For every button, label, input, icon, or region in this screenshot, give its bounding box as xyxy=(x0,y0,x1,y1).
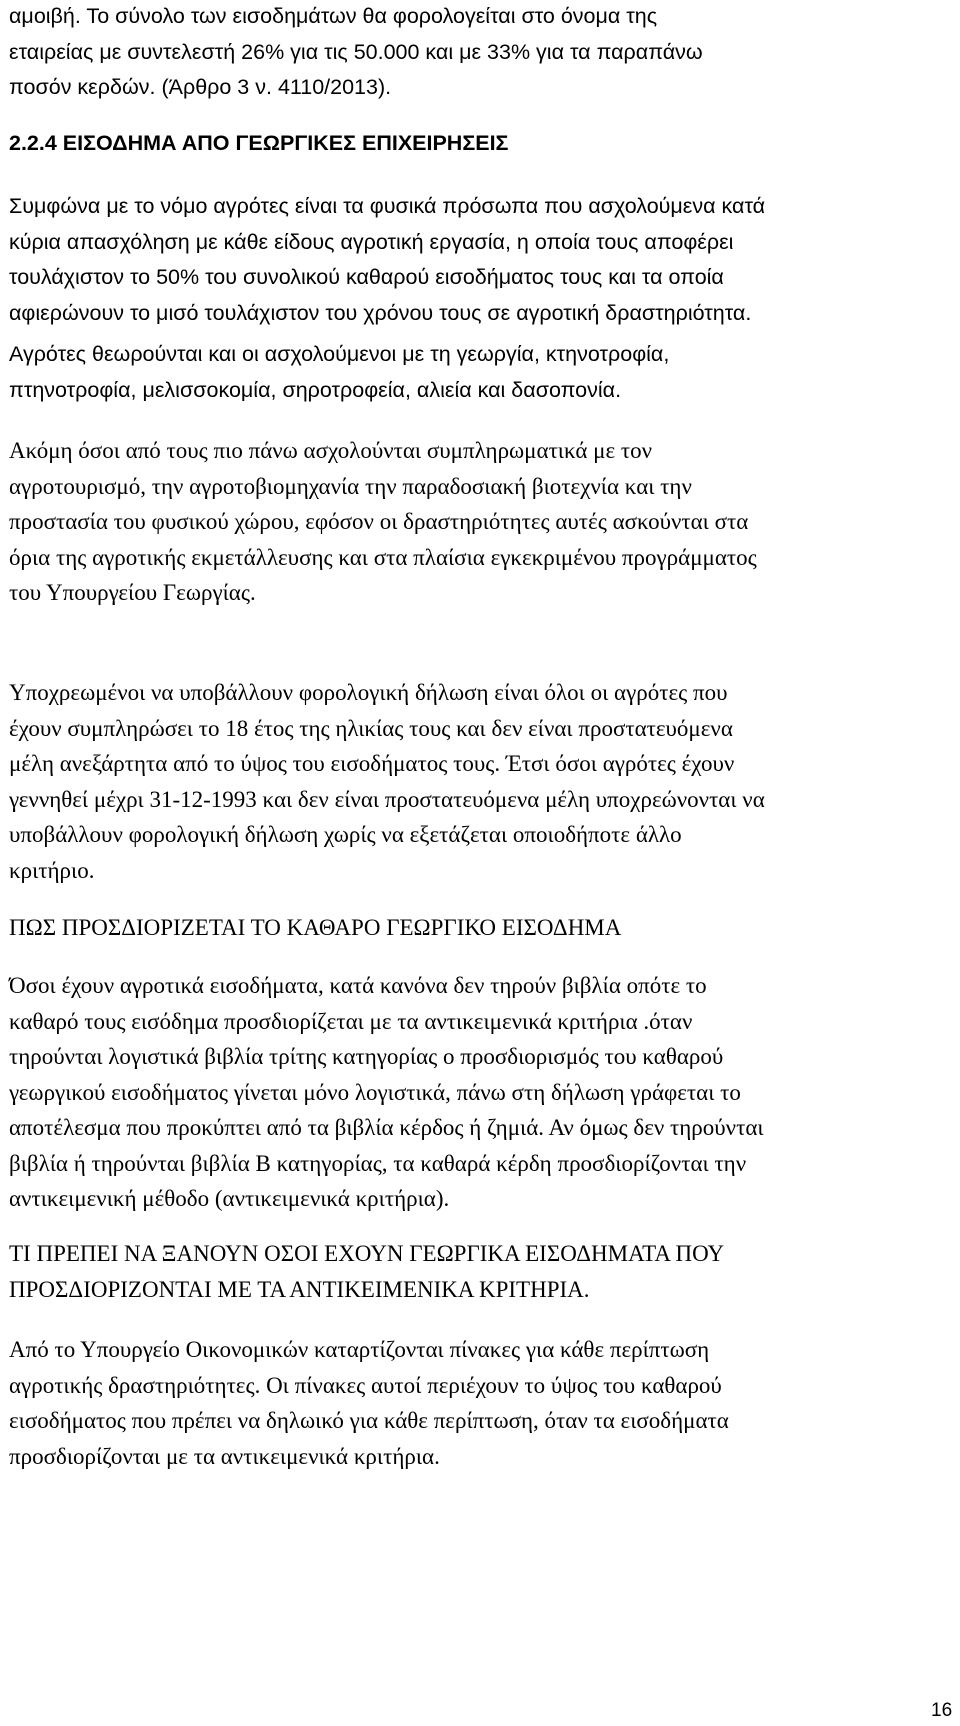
para3-line-2: αγροτουρισμό, την αγροτοβιομηχανία την παραδοσιακή βιοτεχνία και την xyxy=(9,473,692,499)
para1-line-3: τουλάχιστον το 50% του συνολικού καθαρού εισοδήματος τους και τα οποία xyxy=(9,265,724,289)
para3-line-4: όρια της αγροτικής εκμετάλλευσης και στα πλαίσια εγκεκριμένου προγράμματος xyxy=(9,544,757,570)
net-income-line-1: Όσοι έχουν αγροτικά εισοδήματα, κατά κανόνα δεν τηρούν βιβλία οπότε το xyxy=(9,973,707,998)
must-know-heading xyxy=(9,1236,924,1307)
must-know-line-2: αγροτικής δραστηριότητες. Οι πίνακες αυτοί περιέχουν το ύψος του καθαρού xyxy=(9,1372,722,1398)
para1-line-1: Συμφώνα με το νόμο αγρότες είναι τα φυσικά πρόσωπα που ασχολούμενα κατά xyxy=(9,194,766,218)
obligated-line-3: μέλη ανεξάρτητα από το ύψος του εισοδήματος τους. Έτσι όσοι αγρότες έχουν xyxy=(9,751,735,776)
net-income-paragraph xyxy=(9,968,924,1217)
obligated-line-2: έχουν συμπληρώσει το 18 έτος της ηλικίας τους και δεν είναι προστατευόμενα xyxy=(9,715,733,741)
section-heading xyxy=(9,126,924,162)
net-income-line-3: τηρούνται λογιστικά βιβλία τρίτης κατηγορίας ο προσδιορισμός του καθαρού xyxy=(9,1044,724,1069)
para2-line-1: Αγρότες θεωρούνται και οι ασχολούμενοι με τη γεωργία, κτηνοτροφία, xyxy=(9,342,670,366)
net-income-line-4: γεωργικού εισοδήματος γίνεται μόνο λογιστικά, πάνω στη δήλωση γράφεται το xyxy=(9,1079,741,1105)
net-income-line-6: βιβλία ή τηρούνται βιβλία Β κατηγορίας, τα καθαρά κέρδη προσδιορίζονται την xyxy=(9,1150,747,1176)
farmers-definition-paragraph xyxy=(9,189,924,331)
net-income-line-5: αποτέλεσμα που προκύπτει από τα βιβλία κέρδος ή ζημιά. Αν όμως δεν τηρούνται xyxy=(9,1115,764,1140)
intro-line-3: ποσόν κερδών. (Άρθρο 3 ν. 4110/2013). xyxy=(9,75,392,99)
net-income-heading-text: ΠΩΣ ΠΡΟΣΔΙΟΡΙΖΕΤΑΙ ΤΟ ΚΑΘΑΡΟ ΓΕΩΡΓΙΚΟ ΕΙΣΟΔΗΜΑ xyxy=(9,915,622,940)
must-know-heading-line-1: ΤΙ ΠΡΕΠΕΙ ΝΑ ΞΑΝΟΥΝ ΟΣΟΙ ΕΧΟΥΝ ΓΕΩΡΓΙΚΑ ΕΙΣΟΔΗΜΑΤΑ ΠΟΥ xyxy=(9,1241,725,1266)
obligated-line-6: κριτήριο. xyxy=(9,857,95,883)
must-know-line-1: Από το Υπουργείο Οικονομικών καταρτίζονται πίνακες για κάθε περίπτωση xyxy=(9,1337,710,1362)
obligated-line-1: Υποχρεωμένοι να υποβάλλουν φορολογική δήλωση είναι όλοι οι αγρότες που xyxy=(9,680,728,705)
obligated-line-5: υποβάλλουν φορολογική δήλωση χωρίς να εξετάζεται οποιοδήποτε άλλο xyxy=(9,822,682,847)
para2-line-2: πτηνοτροφία, μελισσοκομία, σηροτροφεία, αλιεία και δασοπονία. xyxy=(9,377,622,402)
net-income-line-2: καθαρό τους εισόδημα προσδιορίζεται με τα αντικειμενικά κριτήρια .όταν xyxy=(9,1008,693,1034)
para3-line-1: Ακόμη όσοι από τους πιο πάνω ασχολούνται συμπληρωματικά με τον xyxy=(9,438,653,463)
para1-line-2: κύρια απασχόληση με κάθε είδους αγροτική εργασία, η οποία τους αποφέρει xyxy=(9,229,734,254)
intro-line-2: εταιρείας με συντελεστή 26% για τις 50.000 και με 33% για τα παραπάνω xyxy=(9,39,703,64)
ministry-tables-paragraph xyxy=(9,1332,924,1474)
para3-line-5: του Υπουργείου Γεωργίας. xyxy=(9,580,256,605)
section-heading-text: 2.2.4 ΕΙΣΟΔΗΜΑ ΑΠΟ ΓΕΩΡΓΙΚΕΣ ΕΠΙΧΕΙΡΗΣΕΙΣ xyxy=(9,131,509,155)
must-know-line-4: προσδιορίζονται με τα αντικειμενικά κριτήρια. xyxy=(9,1443,440,1469)
farmers-activities-paragraph xyxy=(9,337,924,408)
obligated-line-4: γεννηθεί μέχρι 31-12-1993 και δεν είναι προστατευόμενα μέλη υποχρεώνονται να xyxy=(9,786,765,812)
para1-line-4: αφιερώνουν το μισό τουλάχιστον του χρόνου τους σε αγροτική δραστηριότητα. xyxy=(9,300,752,325)
page-number: 16 xyxy=(931,1700,953,1721)
intro-paragraph xyxy=(9,0,924,106)
net-income-heading xyxy=(9,910,924,946)
net-income-line-7: αντικειμενική μέθοδο (αντικειμενικά κριτήρια). xyxy=(9,1186,450,1211)
supplementary-activities-paragraph xyxy=(9,433,924,611)
para3-line-3: προστασία του φυσικού χώρου, εφόσον οι δραστηριότητες αυτές ασκούνται στα xyxy=(9,509,749,534)
must-know-heading-line-2: ΠΡΟΣΔΙΟΡΙΖΟΝΤΑΙ ΜΕ ΤΑ ΑΝΤΙΚΕΙΜΕΝΙΚΑ ΚΡΙΤΗΡΙΑ. xyxy=(9,1276,590,1302)
must-know-line-3: εισοδήματος που πρέπει να δηλωικό για κάθε περίπτωση, όταν τα εισοδήματα xyxy=(9,1408,729,1433)
filing-obligation-paragraph xyxy=(9,675,924,888)
intro-line-1: αμοιβή. Το σύνολο των εισοδημάτων θα φορολογείται στο όνομα της xyxy=(9,4,658,28)
